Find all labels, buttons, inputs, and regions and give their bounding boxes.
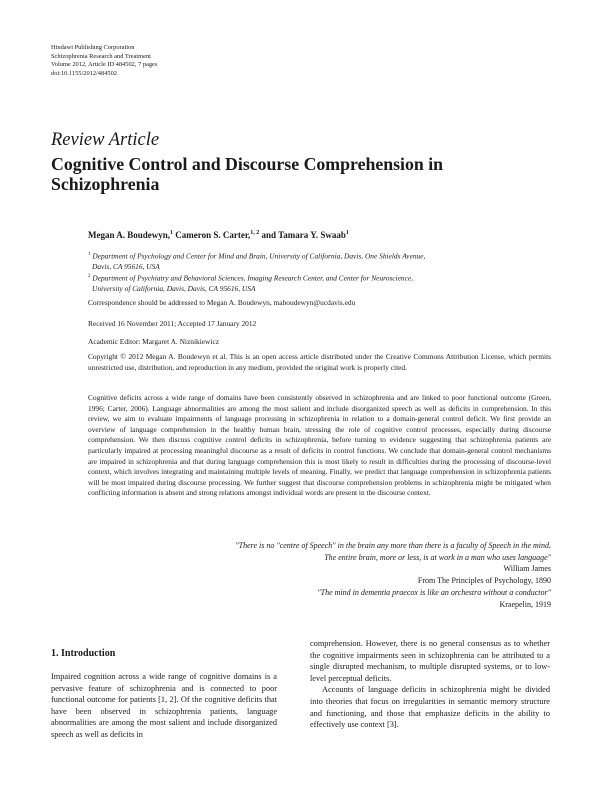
author-affil-mark: 1 [345, 230, 349, 236]
author-name: and Tamara Y. Swaab [261, 230, 346, 240]
doi: doi:10.1155/2012/484502 [51, 69, 117, 77]
volume-info: Volume 2012, Article ID 484502, 7 pages [51, 61, 158, 69]
affiliation-line: Department of Psychology and Center for Mind and Brain, University of California, Davis, One Shields Avenue, [92, 251, 426, 261]
academic-editor: Academic Editor: Margaret A. Niznikiewicz [88, 337, 219, 346]
affiliation-line: Department of Psychiatry and Behavioral Sciences, Imaging Research Center, and Center for Neuroscience, [92, 273, 414, 283]
author-name: Cameron S. Carter, [175, 230, 251, 240]
publisher-name: Hindawi Publishing Corporation [51, 44, 135, 51]
author-affil-mark: 1 [170, 230, 174, 236]
publication-header [51, 44, 157, 78]
article-type: Review Article [51, 130, 160, 150]
author-name: Megan A. Boudewyn, [88, 230, 171, 240]
body-paragraph: comprehension. However, there is no general consensus as to whether the cognitive impairments seen in schizophrenia can be attributed to a single disrupted mechanism, to multiple disrupted systems, or to low-level perceptual deficits. [310, 639, 550, 683]
body-paragraph: Accounts of language deficits in schizophrenia might be divided into theories that focus on irregularities in semantic memory structure and functioning, and those that emphasize deficits in the ability to effectively use context [3]. [310, 685, 550, 730]
body-paragraph: Impaired cognition across a wide range of cognitive domains is a pervasive feature of schizophrenia and is connected to poor functional outcome for patients [1, 2]. Of the cognitive deficits that have been observed in schizophrenia patients, language abnormalities are among the most salient and include disorganized speech as well as deficits in [51, 672, 277, 739]
abstract: Cognitive deficits across a wide range of domains have been consistently observed in schizophrenia and are linked to poor functional outcome (Green, 1996; Carter, 2006). Language abnormalities are among the most salient and include disorganized speech as well as deficits in comprehension. In this review, we aim to evaluate impairments of language processing in schizophrenia in relation to a domain-general control deficit. We first provide an overview of language comprehension in the healthy human brain, stressing the role of cognitive control processes, especially during discourse comprehension. We then discuss cognitive control deficits in schizophrenia, before turning to evidence suggesting that schizophrenia patients are particularly impaired at processing meaningful discourse as a result of deficits in control functions. We conclude that domain-general control mechanisms are impaired in schizophrenia and that during language comprehension this is most likely to result in difficulties during the processing of discourse-level context, which involves integrating and maintaining multiple levels of meaning. Finally, we predict that language comprehension in schizophrenia patients will be most impaired during discourse processing. We further suggest that discourse comprehension problems in schizophrenia might be mitigated when conflicting information is absent and strong relations amongst individual words are present in the discourse context. [88, 393, 551, 498]
affiliation-line: Davis, CA 95616, USA [92, 261, 160, 271]
correspondence: Correspondence should be addressed to Megan A. Boudewyn, maboudewyn@ucdavis.edu [88, 298, 356, 307]
epigraph-quote: "There is no "centre of Speech" in the brain any more than there is a faculty of Speech in the mind. [235, 541, 551, 550]
affiliations [88, 250, 558, 295]
affiliation [88, 250, 558, 262]
affiliation-line: University of California, Davis, Davis, CA 95616, USA [92, 284, 256, 294]
copyright-notice: Copyright © 2012 Megan A. Boudewyn et al. This is an open access article distributed under the Creative Commons Attribution License, which permits unrestricted use, distribution, and reproduction in any medium, provided the original work is properly cited. [88, 352, 551, 372]
affiliation-mark: 1 [88, 252, 91, 257]
received-accepted-dates: Received 16 November 2011; Accepted 17 January 2012 [88, 319, 257, 328]
epigraph-quote: "The mind in dementia praecox is like an orchestra without a conductor" [317, 587, 551, 597]
epigraph [111, 540, 551, 610]
journal-name: Schizophrenia Research and Treatment [51, 52, 151, 60]
affiliation [88, 272, 558, 284]
epigraph-source: From The Principles of Psychology, 1890 [417, 576, 551, 586]
article-title: Cognitive Control and Discourse Comprehension in Schizophrenia [51, 154, 444, 194]
author-list [88, 230, 349, 240]
author-affil-mark: 1, 2 [250, 230, 260, 236]
section-heading: 1. Introduction [51, 648, 116, 659]
epigraph-quote: The entire brain, more or less, is at work in a man who uses language" [324, 552, 551, 562]
epigraph-attribution: William James [503, 564, 551, 574]
body-column-left [51, 671, 277, 741]
body-column-right [310, 638, 550, 731]
affiliation-mark: 2 [88, 274, 91, 280]
epigraph-attribution: Kraepelin, 1919 [499, 599, 551, 609]
